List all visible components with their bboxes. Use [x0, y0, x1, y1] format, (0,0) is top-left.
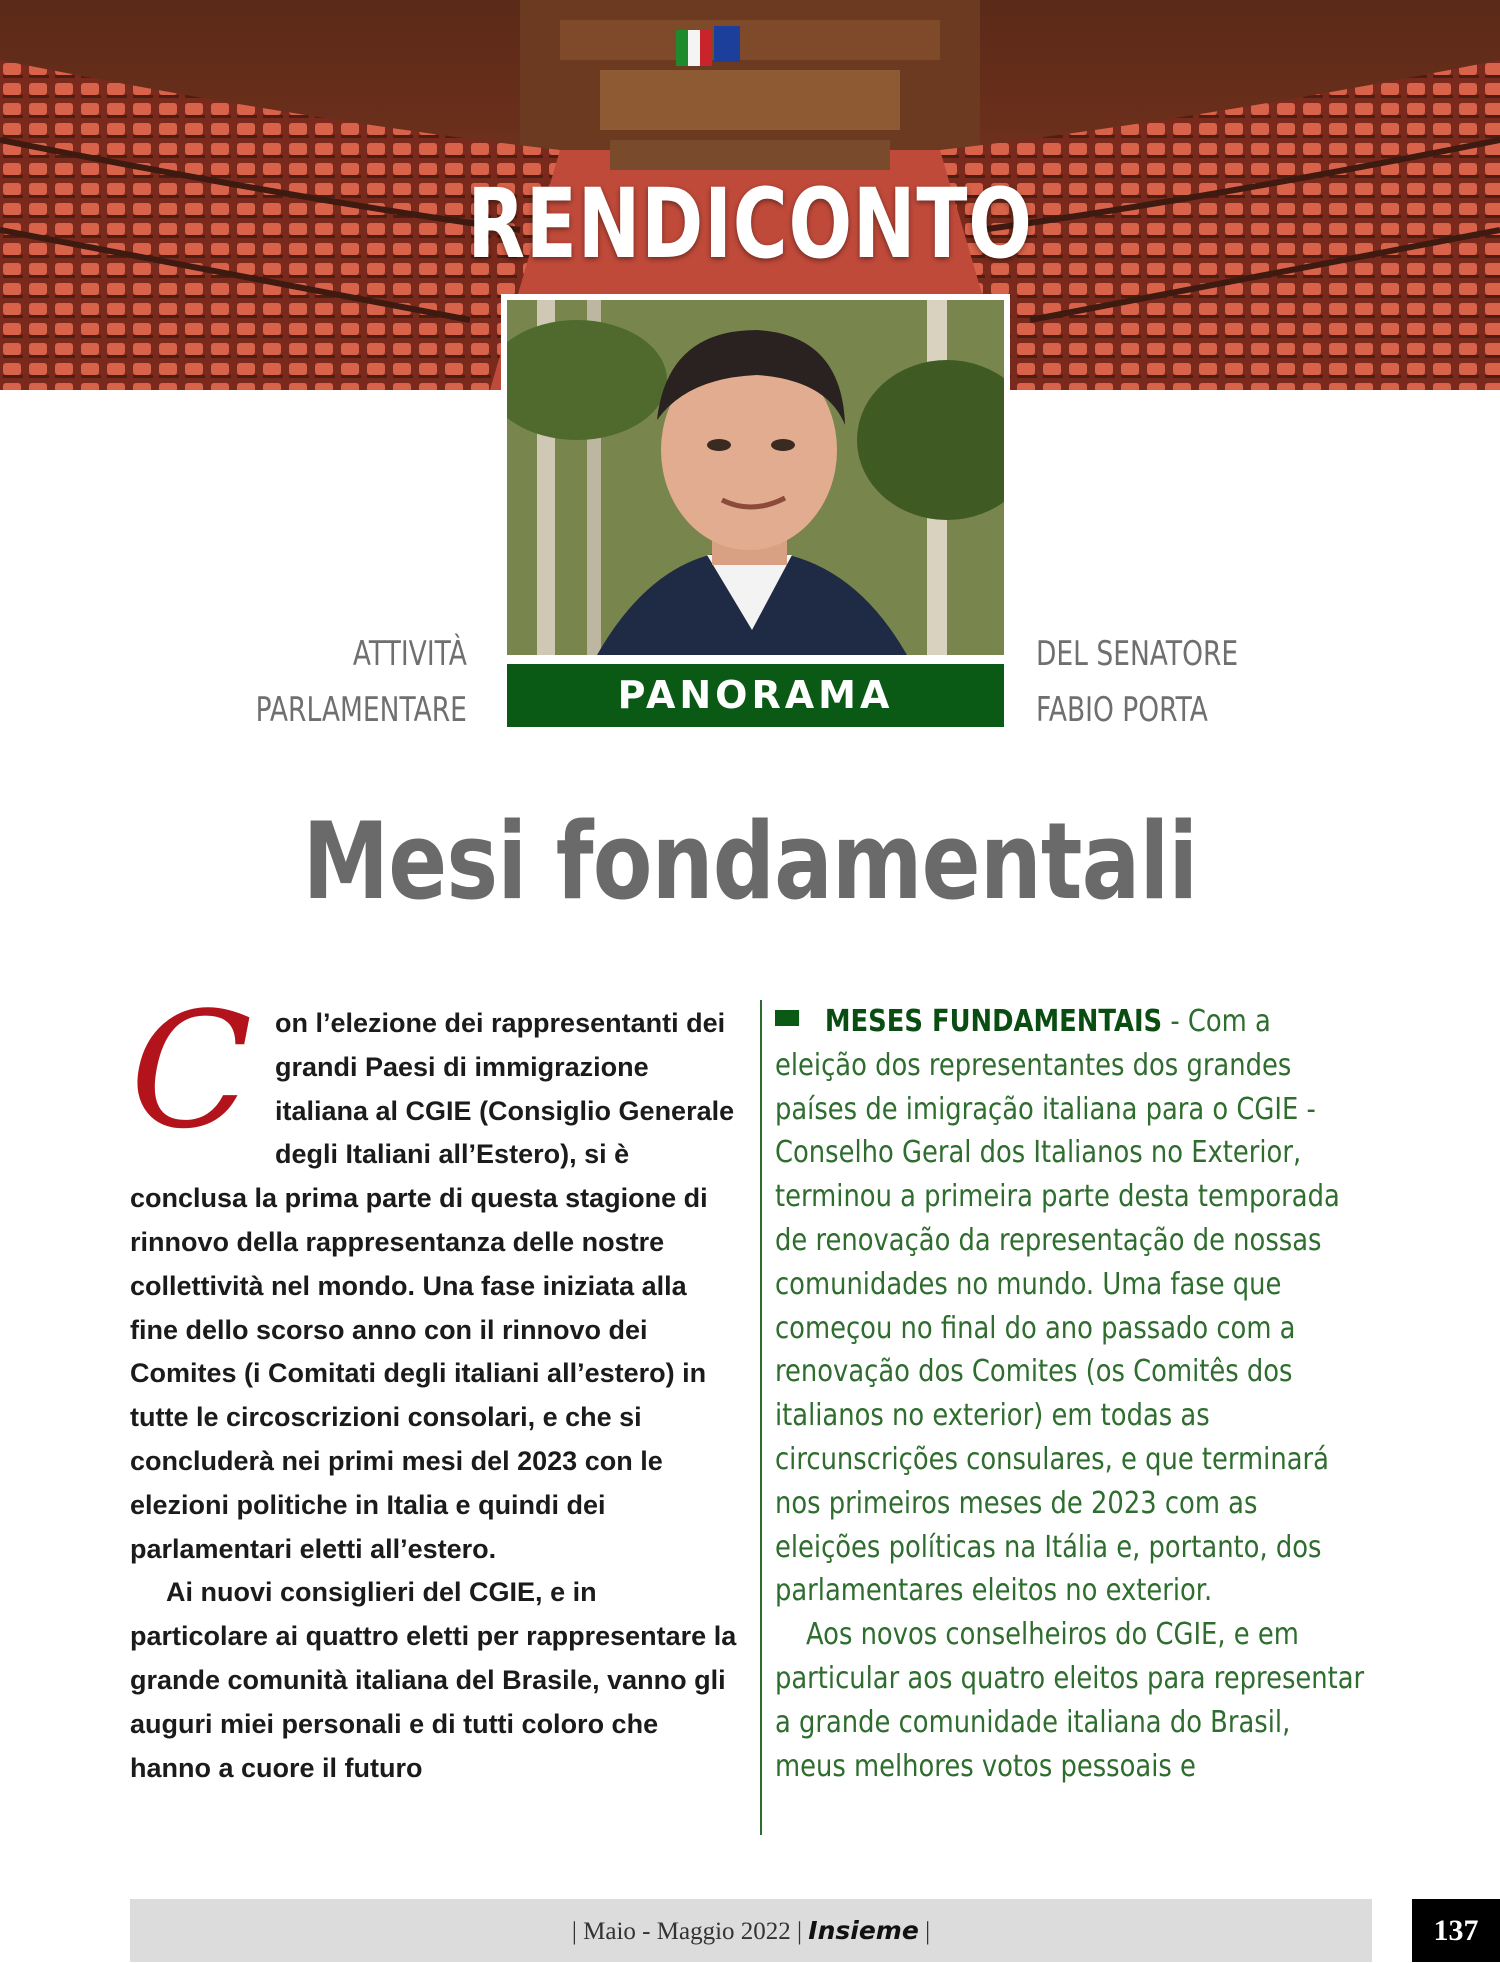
article-headline: Mesi fondamentali	[302, 800, 1198, 923]
portuguese-heading: MESES FUNDAMENTAIS	[824, 1004, 1163, 1039]
column-divider	[760, 1000, 762, 1835]
caption-left-line2: PARLAMENTARE	[255, 690, 467, 730]
caption-left-line1: ATTIVITÀ	[352, 634, 467, 674]
footer-brand: Insieme	[808, 1916, 919, 1945]
caption-left	[256, 626, 467, 738]
green-square-icon	[775, 1010, 799, 1026]
article-column-portuguese	[775, 1000, 1370, 1788]
panorama-label: PANORAMA	[507, 664, 1004, 727]
caption-right-line1: DEL SENATORE	[1036, 634, 1239, 674]
page-number: 137	[1412, 1899, 1500, 1962]
portuguese-paragraph-1	[775, 1000, 1368, 1613]
portuguese-paragraph-1-text: - Com a eleição dos representantes dos grandes países de imigração italiana para o CGIE - Conselho Geral dos Italianos no Exterior, terminou a primeira parte desta temporada de renovação da representação de nossas comunidades no mundo. Uma fase que começou no final do ano passado com a renovação dos Comites (os Comitês dos italianos no exterior) em todas as circunscrições consulares, e que terminará nos primeiros meses de 2023 com as eleições políticas na Itália e, portanto, dos parlamentares eleitos no exterior.	[775, 1004, 1340, 1609]
portuguese-paragraph-2: Aos novos conselheiros do CGIE, e em particular aos quatro eleitos para representar a grande comunidade italiana do Brasil, meus melhores votos pessoais e	[775, 1617, 1365, 1784]
section-title: RENDICONTO	[467, 168, 1033, 280]
senator-portrait	[507, 300, 1004, 655]
caption-right-line2: FABIO PORTA	[1036, 690, 1208, 730]
italian-paragraph-2: Ai nuovi consiglieri del CGIE, e in particolare ai quattro eletti per rappresentare la grande comunità italiana del Brasile, vanno gli auguri miei personali e di tutti coloro che hanno a cuore il futuro	[130, 1577, 737, 1783]
italian-paragraph-1	[130, 977, 742, 1571]
italian-paragraph-1-text: on l’elezione dei rappresentanti dei grandi Paesi di immigrazione italiana al CGIE (Consiglio Generale degli Italiani all’Estero), si è conclusa la prima parte di questa stagione di rinnovo della rappresentanza delle nostre collettività nel mondo. Una fase iniziata alla fine dello scorso anno con il rinnovo dei Comites (i Comitati degli italiani all’estero) in tutte le circoscrizioni consolari, e che si concluderà nei primi mesi del 2023 con le elezioni politiche in Italia e quindi dei parlamentari eletti all’estero.	[130, 1008, 735, 1564]
page-footer	[130, 1899, 1372, 1962]
drop-cap: C	[130, 977, 253, 1164]
article-column-italian	[130, 977, 742, 1790]
caption-right	[1036, 626, 1238, 738]
footer-end: |	[925, 1918, 931, 1945]
portrait-photo	[507, 300, 1004, 655]
footer-issue: | Maio - Maggio 2022 |	[571, 1918, 803, 1945]
